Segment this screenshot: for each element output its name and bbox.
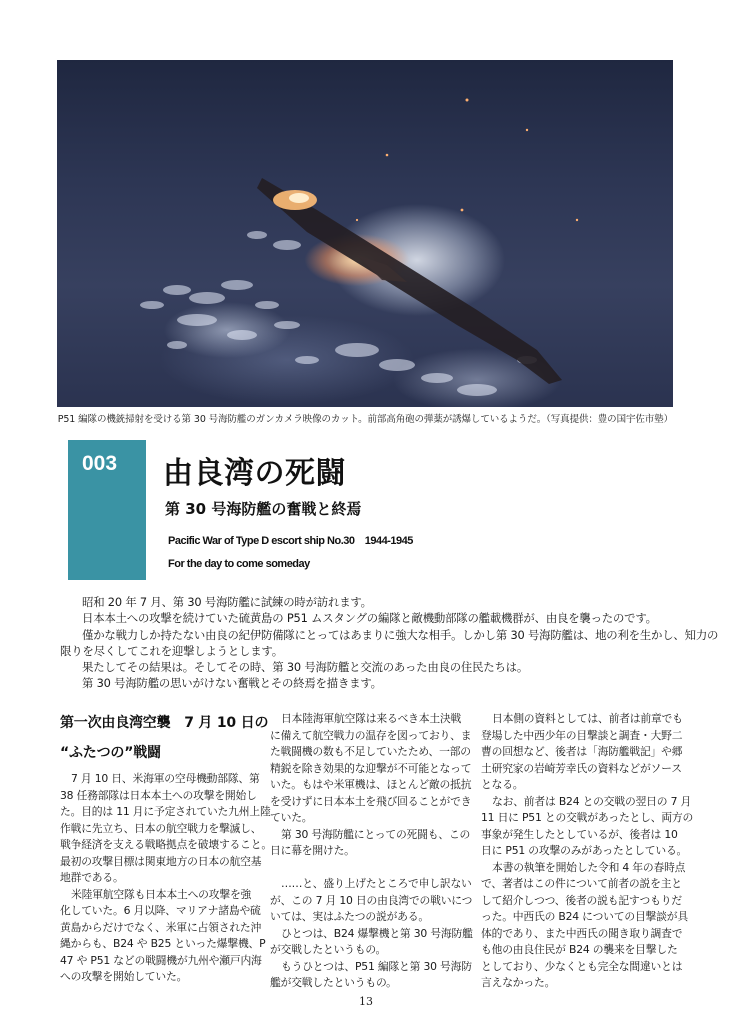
body-line: が、この 7 月 10 日の由良湾での戦いにつ: [270, 893, 473, 907]
body-column-3: [481, 711, 694, 992]
intro-line: 昭和 20 年 7 月、第 30 号海防艦に試練の時が訪れます。: [82, 595, 372, 609]
body-line: して紹介しつつ、後者の説も記すつもりだ: [481, 893, 682, 907]
body-line: た戦闘機の数も不足していたため、一部の: [270, 745, 471, 758]
intro-line: 果たしてその結果は。そしてその時、第 30 号海防艦と交流のあった由良の住民たちは。: [82, 660, 529, 675]
section-heading: 第一次由良湾空襲 7 月 10 日の: [60, 715, 269, 731]
intro-line: 日本本土への攻撃を続けていた硫黄島の P51 ムスタングの編隊と敵機動部隊の艦載機群が、由良を襲ったのです。: [82, 611, 657, 626]
body-line: 日本側の資料としては、前者は前章でも: [492, 712, 683, 725]
intro-line: 僅かな戦力しか持たない由良の紀伊防備隊にとってはあまりに強大な相手。しかし第 30 号海防艦は、地の利を生かし、知力の: [82, 627, 719, 642]
body-line: 黄島からだけでなく、米軍に占領された沖: [60, 920, 262, 934]
body-line: 体的であり、また中西氏の聞き取り調査で: [481, 926, 683, 940]
body-line: 地群である。: [60, 871, 124, 884]
chapter-subtitle: 第 30 号海防艦の奮戦と終焉: [165, 500, 362, 518]
body-line: 第 30 号海防艦にとっての死闘も、この: [281, 827, 471, 841]
body-line: いては、実はふたつの説がある。: [270, 910, 429, 923]
chapter-number: 003: [82, 452, 118, 475]
page-number: 13: [359, 995, 373, 1008]
ship-under-attack-image: [57, 60, 673, 407]
body-line: 最初の攻撃目標は関東地方の日本の航空基: [60, 854, 262, 868]
body-line: 日に幕を開けた。: [270, 844, 355, 857]
body-line: ひとつは、B24 爆撃機と第 30 号海防艦: [281, 926, 473, 940]
body-line: も他の由良住民が B24 の襲来を目撃した: [481, 943, 678, 956]
body-line: 7 月 10 日、米海軍の空母機動部隊、第: [71, 772, 260, 785]
body-line: 11 日に P51 との交戦があったとし、両方の: [481, 811, 694, 824]
english-title: Pacific War of Type D escort ship No.30 1944-1945: [168, 535, 413, 547]
body-line: なお、前者は B24 との交戦の翌日の 7 月: [492, 794, 692, 808]
chapter-number-block: [68, 440, 146, 580]
hero-photo: [57, 60, 673, 407]
body-line: で、著者はこの件について前者の説を主と: [481, 877, 682, 890]
body-line: としており、少なくとも完全な間違いとは: [481, 959, 683, 973]
english-subtitle: For the day to come someday: [168, 558, 310, 570]
intro-text: [60, 594, 719, 692]
body-line: が交戦したというもの。: [270, 943, 387, 956]
intro-line: 限りを尽くしてこれを迎撃しようとします。: [60, 643, 283, 658]
intro-line: 第 30 号海防艦の思いがけない奮戦とその終焉を描きます。: [82, 676, 382, 691]
body-line: に備えて航空戦力の温存を図っており、ま: [270, 728, 472, 742]
body-line: 土研究家の岩崎芳幸氏の資料などがソース: [481, 761, 682, 775]
body-line: 日に P51 の攻撃のみがあったとしている。: [481, 844, 688, 857]
body-line: 戦争経済を支える戦略拠点を破壊すること。: [60, 838, 272, 851]
body-line: ていた。: [270, 811, 313, 824]
body-column-1: [60, 711, 272, 986]
body-line: 精鋭を除き効果的な迎撃が不可能となって: [270, 761, 472, 775]
photo-caption: P51 編隊の機銃掃射を受ける第 30 号海防艦のガンカメラ映像のカット。前部高角砲の弾薬が誘爆しているようだ。（写真提供：豊の国宇佐市塾）: [57, 414, 673, 425]
section-heading-line2: “ふたつの”戦闘: [60, 745, 161, 761]
body-line: 艦が交戦したというもの。: [270, 976, 397, 989]
body-line: 事象が発生したとしているが、後者は 10: [481, 827, 678, 841]
body-line: 作戦に先立ち、日本の航空戦力を撃滅し、: [60, 821, 262, 835]
body-line: た。目的は 11 月に予定されていた九州上陸: [60, 805, 271, 818]
body-line: いた。もはや米軍機は、ほとんど敵の抵抗: [270, 778, 472, 791]
body-line: もうひとつは、P51 編隊と第 30 号海防: [281, 959, 472, 973]
body-line: 縄からも、B24 や B25 といった爆撃機、P: [60, 937, 266, 950]
body-line: 47 や P51 などの戦闘機が九州や瀬戸内海: [60, 953, 262, 967]
body-line: 日本陸海軍航空隊は来るべき本土決戦: [281, 712, 462, 725]
body-line: への攻撃を開始していた。: [60, 970, 188, 983]
chapter-title: 由良湾の死闘: [163, 456, 346, 491]
body-line: 本書の執筆を開始した令和 4 年の春時点: [492, 860, 686, 874]
body-line: 曹の回想など、後者は「海防艦戦記」や郷: [481, 745, 683, 758]
body-line: 言えなかった。: [481, 976, 556, 989]
body-line: 登場した中西少年の目撃談と調査・大野二: [481, 728, 683, 742]
body-line: 化していた。6 月以降、マリアナ諸島や硫: [60, 904, 261, 917]
body-line: を受けずに日本本土を飛び回ることができ: [270, 794, 472, 808]
body-line: った。中西氏の B24 についての目撃談が具: [481, 910, 688, 923]
body-line: 米陸軍航空隊も日本本土への攻撃を強: [71, 887, 252, 901]
body-line: となる。: [481, 778, 524, 791]
body-line: 38 任務部隊は日本本土への攻撃を開始し: [60, 788, 257, 802]
body-line: ……と、盛り上げたところで申し訳ない: [281, 877, 472, 890]
body-column-2: [270, 711, 473, 992]
